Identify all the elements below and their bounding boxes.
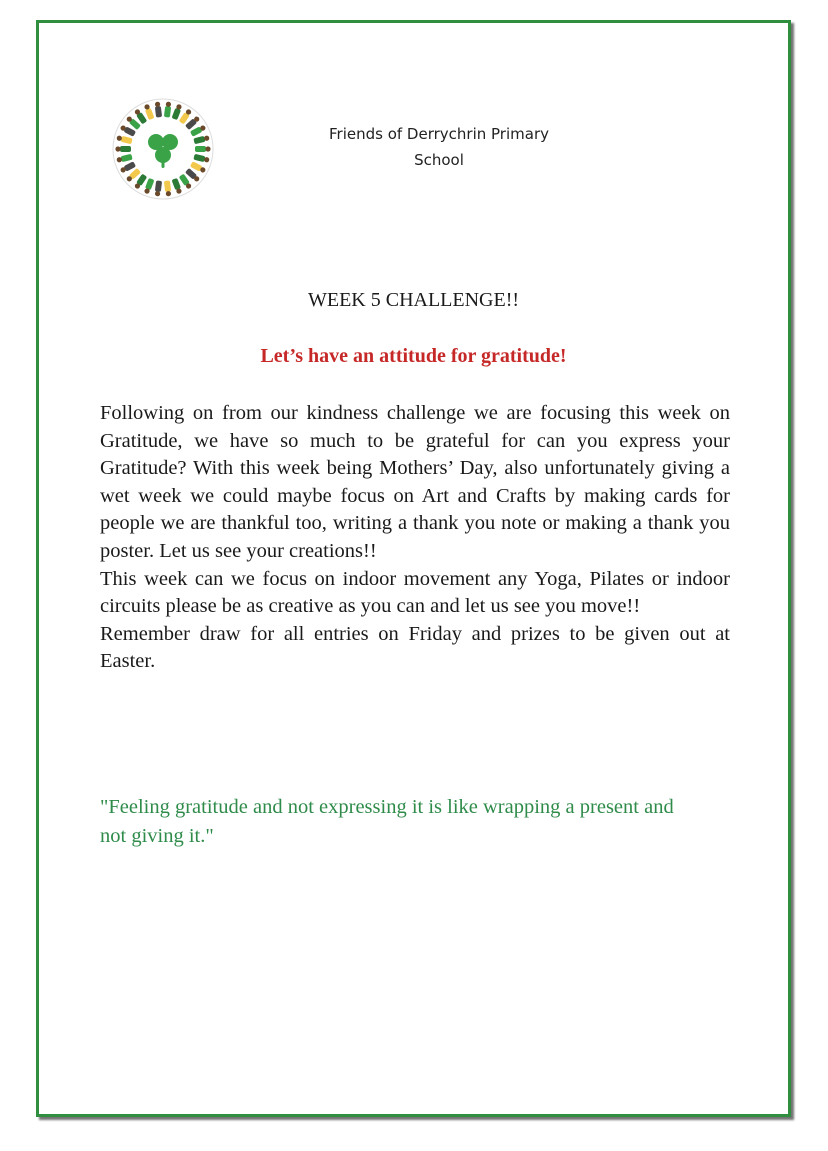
body-paragraph: Following on from our kindness challenge we are focusing this week on Gratitude, we have so much to be grateful for can you express your Gratitude? With this week being Mothers’ Day, also unfortunately giving a wet week we could maybe focus on Art and Crafts by making cards for people we are thankful too, writing a thank you note or making a thank you poster. Let us see your creations!!	[100, 402, 730, 562]
organisation-name-line2: School	[414, 151, 464, 169]
page-frame	[36, 20, 791, 1117]
challenge-subtitle: Let’s have an attitude for gratitude!	[260, 345, 567, 367]
organisation-name	[289, 121, 589, 173]
school-logo-icon	[111, 97, 215, 201]
body-paragraph: Remember draw for all entries on Friday and prizes to be given out at Easter.	[100, 622, 730, 673]
challenge-body	[100, 400, 730, 676]
organisation-name-line1: Friends of Derrychrin Primary	[329, 125, 549, 143]
body-paragraph: This week can we focus on indoor movement any Yoga, Pilates or indoor circuits please be as creative as you can and let us see you move!!	[100, 567, 730, 618]
gratitude-quote: "Feeling gratitude and not expressing it is like wrapping a present and not giving it."	[100, 796, 674, 847]
challenge-title: WEEK 5 CHALLENGE!!	[307, 289, 520, 311]
